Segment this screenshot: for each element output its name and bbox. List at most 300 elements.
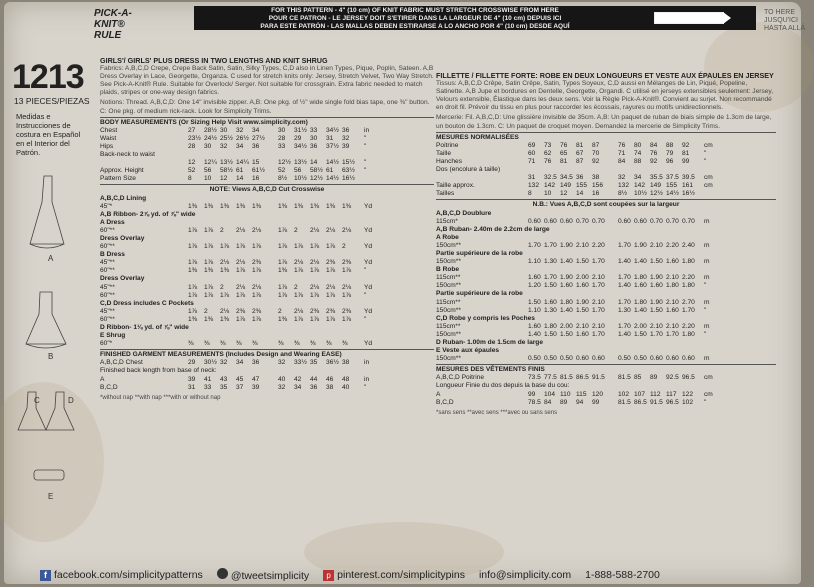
table-cell: 1⅞: [204, 259, 214, 267]
table-cell: ⅜: [252, 340, 258, 348]
finished-measurements-heading: FINISHED GARMENT MEASUREMENTS (Includes Design and Wearing EASE): [100, 351, 342, 359]
table-cell: 1⅞: [188, 283, 198, 291]
table-cell: [608, 274, 618, 282]
table-cell: 1⅜: [220, 315, 230, 323]
pick-a-knit-ruler: [194, 6, 756, 30]
table-cell: 2.10: [576, 241, 589, 249]
table-cell: 40: [278, 375, 286, 383]
table-cell: ⅜: [220, 340, 226, 348]
table-cell: 1⅞: [278, 283, 288, 291]
table-cell: 1⅞: [278, 243, 288, 251]
table-cell: 37½: [326, 142, 339, 150]
table-cell: 32: [618, 174, 626, 182]
table-cell: 1.90: [560, 241, 573, 249]
unit-label: m: [704, 274, 710, 282]
view-sketches: [12, 164, 96, 504]
table-cell: 1.70: [592, 258, 605, 266]
table-cell: 76: [618, 141, 626, 149]
table-cell: 1.60: [650, 282, 663, 290]
french-title: FILLETTE / FILLETTE FORTE: ROBE EN DEUX LONGUEURS ET VESTE AUX ÉPAULES EN JERSEY: [436, 71, 774, 80]
table-cell: 32: [220, 359, 228, 367]
table-cell: 1.40: [560, 258, 573, 266]
table-row: [100, 308, 434, 316]
table-row: [100, 203, 434, 211]
table-cell: 81.5: [618, 374, 631, 382]
yardage-group-heading: B Dress: [100, 251, 125, 259]
table-cell: 12½: [650, 190, 663, 198]
table-cell: 32: [236, 126, 244, 134]
unit-label: m: [704, 322, 710, 330]
table-cell: 149: [650, 182, 662, 190]
table-cell: 65: [560, 149, 568, 157]
table-cell: 1⅞: [294, 315, 304, 323]
unit-label: Yd: [364, 340, 373, 348]
pinterest-text: pinterest.com/simplicitypins: [337, 569, 465, 581]
table-cell: 1⅞: [236, 291, 246, 299]
table-cell: 2⅜: [342, 307, 352, 315]
table-cell: 89: [560, 398, 568, 406]
table-cell: 61½: [252, 167, 265, 175]
table-cell: [608, 242, 618, 250]
table-cell: 2.10: [666, 274, 679, 282]
table-cell: 35.5: [650, 174, 663, 182]
views-note: NOTE: Views A,B,C,D Cut Crosswise: [209, 186, 325, 194]
pieces-count: 13 PIECES/PIEZAS: [14, 96, 90, 106]
table-cell: 1⅞: [310, 243, 320, 251]
table-cell: 1⅞: [252, 315, 262, 323]
table-cell: 1.40: [528, 330, 541, 338]
table-cell: [268, 167, 278, 175]
table-cell: 15: [252, 159, 260, 167]
row-label: 60"**: [100, 315, 115, 323]
table-cell: 13½: [220, 159, 233, 167]
table-cell: 1.30: [544, 258, 557, 266]
table-cell: 1⅜: [310, 202, 320, 210]
table-cell: 2⅛: [310, 259, 320, 267]
table-cell: [608, 190, 618, 198]
table-cell: 0.60: [618, 217, 631, 225]
table-cell: 52: [278, 167, 286, 175]
table-cell: [268, 292, 278, 300]
row-label: B,C,D: [436, 398, 454, 406]
table-cell: 117: [666, 390, 677, 398]
table-cell: [608, 150, 618, 158]
table-cell: 33: [204, 383, 212, 391]
table-cell: 36: [342, 126, 350, 134]
table-cell: 1⅞: [252, 291, 262, 299]
table-cell: 39: [188, 375, 196, 383]
table-cell: [608, 323, 618, 331]
row-label: Hanches: [436, 157, 463, 165]
table-row: [436, 382, 776, 390]
table-row: [100, 151, 434, 159]
table-row: [100, 159, 434, 167]
table-row: [100, 367, 434, 375]
table-cell: 76: [544, 157, 552, 165]
table-cell: 2⅛: [294, 259, 304, 267]
row-label: B,C,D: [100, 383, 118, 391]
table-cell: 10½: [294, 175, 307, 183]
table-cell: 31½: [294, 126, 307, 134]
row-label: 150cm**: [436, 355, 461, 363]
table-cell: 34: [252, 126, 260, 134]
table-cell: 92: [682, 141, 690, 149]
divider: [100, 117, 434, 118]
table-cell: 1.50: [544, 282, 557, 290]
table-cell: 10: [544, 190, 552, 198]
row-label: Tailles: [436, 190, 455, 198]
table-cell: 1⅜: [204, 202, 214, 210]
unit-label: ": [704, 398, 707, 406]
table-cell: 1.60: [528, 274, 541, 282]
table-cell: 34.5: [560, 174, 573, 182]
table-cell: 0.60: [650, 355, 663, 363]
table-cell: 34½: [326, 126, 339, 134]
table-cell: 1.70: [618, 298, 631, 306]
table-cell: 39: [342, 142, 350, 150]
table-cell: 2⅜: [326, 307, 336, 315]
table-cell: [608, 158, 618, 166]
row-label: Back-neck to waist: [100, 151, 155, 159]
row-label: 60"**: [100, 243, 115, 251]
table-cell: 2⅛: [326, 226, 336, 234]
table-cell: 45: [236, 375, 244, 383]
table-cell: 0.60: [666, 355, 679, 363]
pattern-envelope-back: [4, 2, 806, 584]
table-cell: 8½: [278, 175, 288, 183]
yardage-group-heading: A,B,C,D Lining: [100, 194, 147, 202]
divider: [100, 184, 434, 185]
table-cell: 32: [278, 359, 286, 367]
view-label-a: A: [48, 254, 54, 263]
yardage-group-heading: Dress Overlay: [100, 234, 145, 242]
unit-label: ": [364, 291, 367, 299]
table-cell: [268, 203, 278, 211]
table-cell: 29: [188, 359, 196, 367]
table-cell: 33: [278, 142, 286, 150]
table-row: [100, 127, 434, 135]
pinterest-link[interactable]: [323, 569, 465, 581]
table-cell: 43: [220, 375, 228, 383]
table-cell: 2.20: [592, 241, 605, 249]
unit-label: cm: [704, 182, 713, 190]
table-cell: 2.20: [682, 274, 695, 282]
table-cell: 1.70: [544, 241, 557, 249]
table-cell: 1.60: [576, 330, 589, 338]
table-cell: 31: [326, 134, 334, 142]
unit-label: in: [364, 126, 370, 134]
table-cell: 2.10: [592, 322, 605, 330]
table-cell: [608, 399, 618, 407]
table-cell: 36: [310, 383, 318, 391]
table-cell: 36: [310, 142, 318, 150]
phone-text: 1-888-588-2700: [585, 569, 660, 581]
pinterest-icon: p: [323, 570, 334, 581]
table-cell: 1.50: [544, 330, 557, 338]
table-cell: 87: [592, 141, 600, 149]
table-cell: 67: [576, 149, 584, 157]
table-row: [436, 258, 776, 266]
table-cell: 1.90: [634, 241, 647, 249]
table-cell: 0.70: [682, 217, 695, 225]
table-cell: [268, 359, 278, 367]
row-label: A: [436, 390, 441, 398]
table-cell: 1.60: [666, 306, 679, 314]
french-footnote: *sans sens **avec sens ***avec ou sans sens: [436, 409, 558, 416]
table-cell: 0.60: [560, 217, 573, 225]
table-cell: 38: [326, 383, 334, 391]
table-cell: 2⅛: [342, 226, 352, 234]
table-cell: 2.10: [650, 241, 663, 249]
table-row: [100, 227, 434, 235]
table-cell: 155: [576, 182, 588, 190]
ruler-line: FOR THIS PATTERN - 4" (10 cm) OF KNIT FABRIC MUST STRETCH CROSSWISE FROM HERE: [271, 7, 559, 14]
table-cell: 1.60: [634, 282, 647, 290]
table-cell: 92.5: [666, 374, 679, 382]
table-cell: 1.70: [618, 241, 631, 249]
english-fabrics: Fabrics: A,B,C,D Crepe, Crepe Back Satin, Satin, Silky Types, C,D also in Linen Types, Pique, Poplin, Sateen. A,B Dress Overlay in Lace, Georgette, Organza. C used for stretch knits only: Jersey, Stretch Velvet, Two Way Stretch. See Pick-A-Knit® Rule. Suitable for Overlock/ Serger. Not suitable for crossgrain. Extra fabric needed to match plaids, stripes or one-way design fabrics.: [100, 65, 434, 97]
unit-label: cm: [704, 390, 713, 398]
table-cell: 0.50: [560, 355, 573, 363]
table-cell: 1⅞: [342, 291, 352, 299]
table-cell: 1⅞: [326, 291, 336, 299]
table-cell: 30½: [204, 359, 217, 367]
table-cell: 2⅛: [310, 226, 320, 234]
table-cell: 132: [528, 182, 540, 190]
table-cell: 0.60: [634, 217, 647, 225]
table-cell: 47: [252, 375, 260, 383]
table-cell: 2⅜: [252, 307, 262, 315]
yardage-group-heading: E Shrug: [100, 332, 126, 340]
table-cell: 1.70: [592, 282, 605, 290]
table-cell: 96.5: [682, 374, 695, 382]
yardage-group-heading: C,D Robe y compris les Poches: [436, 314, 535, 322]
finis-heading: MESURES DES VÊTEMENTS FINIS: [436, 366, 545, 374]
row-label: 150cm**: [436, 241, 461, 249]
facebook-text: facebook.com/simplicitypatterns: [54, 569, 203, 581]
table-cell: 1⅞: [204, 291, 214, 299]
table-cell: 31: [528, 174, 536, 182]
table-row: [100, 340, 434, 348]
table-cell: 12½: [310, 175, 323, 183]
table-cell: [268, 316, 278, 324]
table-cell: 2: [220, 226, 224, 234]
table-cell: 1⅞: [204, 243, 214, 251]
row-label: Pattern Size: [100, 175, 136, 183]
table-cell: ⅜: [188, 340, 194, 348]
table-cell: 1.80: [544, 322, 557, 330]
table-cell: 71: [618, 149, 626, 157]
table-cell: 2.20: [682, 322, 695, 330]
twitter-link[interactable]: [217, 568, 309, 582]
table-row: [436, 355, 776, 363]
table-cell: 12: [188, 159, 196, 167]
table-cell: 85: [634, 374, 642, 382]
yardage-group-heading: A,B,C,D Doublure: [436, 209, 492, 217]
unit-label: in: [364, 359, 370, 367]
table-cell: 34: [236, 359, 244, 367]
table-cell: 1⅞: [294, 243, 304, 251]
table-cell: 1⅞: [204, 226, 214, 234]
table-cell: 2.10: [666, 322, 679, 330]
table-row: [436, 282, 776, 290]
table-cell: 1.40: [634, 306, 647, 314]
table-cell: 1.70: [544, 274, 557, 282]
table-cell: 2⅜: [310, 307, 320, 315]
table-row: [436, 218, 776, 226]
unit-label: m: [704, 241, 710, 249]
table-cell: 1.80: [634, 274, 647, 282]
table-cell: 81.5: [618, 398, 631, 406]
table-cell: 1.70: [528, 241, 541, 249]
table-row: [100, 175, 434, 183]
table-row: [436, 299, 776, 307]
table-cell: [608, 282, 618, 290]
table-cell: 1⅜: [204, 267, 214, 275]
table-cell: 16: [592, 190, 600, 198]
table-cell: 1.50: [576, 306, 589, 314]
table-cell: 1⅞: [278, 259, 288, 267]
table-cell: 32: [278, 383, 286, 391]
table-cell: 155: [666, 182, 678, 190]
table-cell: 1⅞: [220, 291, 230, 299]
table-cell: 0.50: [634, 355, 647, 363]
table-row: [100, 167, 434, 175]
table-cell: 1.90: [650, 298, 663, 306]
table-cell: 73.5: [528, 374, 541, 382]
table-cell: 1.50: [650, 306, 663, 314]
table-row: [436, 142, 776, 150]
table-cell: 34: [236, 142, 244, 150]
unit-label: ": [704, 157, 707, 165]
table-row: [436, 331, 776, 339]
ruler-line: PARA ESTE PATRÓN - LAS MALLAS DEBEN ESTIRARSE A LO ANCHO POR 4" (10 cm) DESDE AQUÍ: [260, 23, 570, 30]
finis-table: [436, 374, 776, 406]
table-row: [100, 243, 434, 251]
table-cell: 28: [278, 134, 286, 142]
table-cell: 0.70: [650, 217, 663, 225]
table-cell: 149: [560, 182, 572, 190]
table-cell: 107: [634, 390, 646, 398]
table-row: [436, 182, 776, 190]
table-cell: 1.80: [666, 282, 679, 290]
table-row: [436, 174, 776, 182]
table-cell: 1.50: [528, 298, 541, 306]
english-section: [100, 57, 434, 402]
table-cell: 1⅜: [188, 315, 198, 323]
row-label: 115cm*: [436, 217, 458, 225]
table-cell: 30: [204, 142, 212, 150]
table-row: [436, 307, 776, 315]
table-cell: 1.40: [618, 282, 631, 290]
table-cell: 29: [294, 134, 302, 142]
table-cell: 2⅛: [310, 283, 320, 291]
table-cell: 1⅜: [278, 267, 288, 275]
table-cell: 1⅞: [342, 315, 352, 323]
table-cell: 1.50: [560, 330, 573, 338]
table-row: [100, 316, 434, 324]
unit-label: ": [704, 306, 707, 314]
table-cell: 81: [682, 149, 690, 157]
table-cell: ⅜: [278, 340, 284, 348]
table-cell: 81: [576, 141, 584, 149]
row-label: Longueur Finie du dos depuis la base du cou:: [436, 382, 570, 390]
table-cell: 1.30: [618, 306, 631, 314]
table-cell: 1⅜: [220, 267, 230, 275]
table-cell: 76: [560, 141, 568, 149]
row-label: Chest: [100, 126, 118, 134]
table-cell: 1.60: [576, 282, 589, 290]
table-cell: 28: [188, 142, 196, 150]
spanish-instructions-note: Medidas e Instrucciones de costura en Español en el Interior del Patrón.: [16, 112, 81, 157]
table-cell: 1.80: [682, 258, 695, 266]
table-cell: 37.5: [666, 174, 679, 182]
metrage-table: [436, 210, 776, 364]
table-cell: 73: [544, 141, 552, 149]
email-link[interactable]: [479, 569, 571, 581]
facebook-link[interactable]: [40, 569, 203, 581]
divider: [100, 349, 434, 350]
unit-label: ": [364, 159, 367, 167]
table-cell: [268, 376, 278, 384]
table-cell: 1.40: [618, 330, 631, 338]
row-label: Waist: [100, 134, 117, 142]
table-cell: 34: [294, 383, 302, 391]
unit-label: ": [704, 330, 707, 338]
row-label: A: [100, 375, 105, 383]
table-cell: 1.30: [544, 306, 557, 314]
table-cell: 1⅞: [326, 243, 336, 251]
table-cell: 36: [252, 142, 260, 150]
table-cell: 0.50: [618, 355, 631, 363]
row-label: Dos (encolure à taille): [436, 166, 501, 174]
table-cell: 62: [544, 149, 552, 157]
table-cell: 1.60: [560, 282, 573, 290]
table-row: [100, 359, 434, 367]
row-label: Poitrine: [436, 141, 459, 149]
unit-label: cm: [704, 141, 713, 149]
table-cell: 1⅞: [204, 283, 214, 291]
table-cell: 2.00: [634, 322, 647, 330]
table-cell: 56: [294, 167, 302, 175]
table-cell: 25½: [220, 134, 233, 142]
table-cell: 12½: [278, 159, 291, 167]
table-cell: ⅜: [294, 340, 300, 348]
table-cell: 78.5: [528, 398, 541, 406]
table-cell: 42: [294, 375, 302, 383]
french-views-note: N.B.: Vues A,B,C,D sont coupées sur la largeur: [532, 201, 680, 209]
table-cell: 27: [188, 126, 196, 134]
table-cell: 1⅜: [236, 202, 246, 210]
table-cell: 1⅜: [278, 202, 288, 210]
table-cell: 1⅜: [294, 202, 304, 210]
french-tissus: Tissus: A,B,C,D Crêpe, Satin Crêpe, Satin, Types Soyeux, C,D aussi en Mélanges de Lin, Piqué, Popeline, Satinette. A,B Jupe et bordures en Dentelle, Georgette, Organdi. C utilisé en jerseys extensibles seulement: Jersey, Velours extensible, Élastique dans les deux sens. Voir la Règle Pick-A-Knit®. Convient au surjet. Non recommandé en droit fil. Prévoir du tissu en plus pour raccorder les écossais, rayures ou motifs unidirectionnels.: [436, 80, 774, 112]
table-row: [100, 376, 434, 384]
table-cell: 1⅞: [326, 315, 336, 323]
table-cell: 2: [220, 283, 224, 291]
table-cell: 1.60: [544, 298, 557, 306]
english-notions: Notions: Thread. A,B,C,D: One 14" invisible zipper. A,B: One pkg. of ½" wide single fold bias tape, one ⅜" button. C: One pkg. of medium rick-rack. Look for Simplicity Trims.: [100, 99, 430, 115]
table-cell: 88: [634, 157, 642, 165]
table-cell: 34: [634, 174, 642, 182]
table-cell: 40: [342, 383, 350, 391]
twitter-icon: [217, 568, 228, 579]
table-cell: [608, 391, 618, 399]
table-cell: 1⅞: [188, 243, 198, 251]
table-cell: 70: [592, 149, 600, 157]
table-cell: 61: [326, 167, 334, 175]
table-cell: 30: [278, 126, 286, 134]
